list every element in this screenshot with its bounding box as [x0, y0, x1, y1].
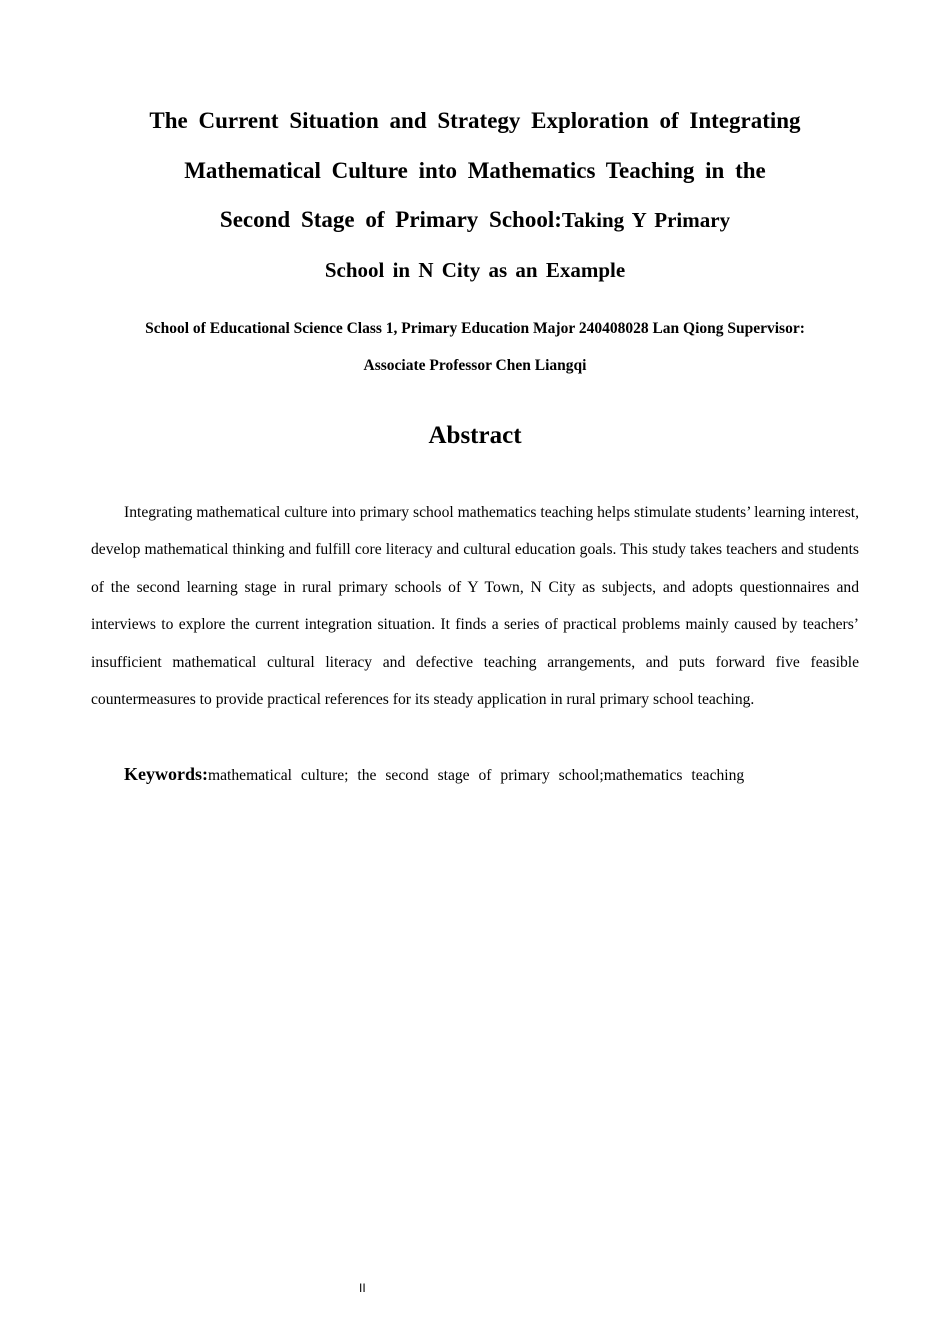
author-line-1: School of Educational Science Class 1, Primary Education Major 240408028 Lan Qiong Supervisor:: [145, 320, 805, 337]
keywords-text: mathematical culture; the second stage of primary school;mathematics teaching: [208, 767, 745, 784]
keywords-line: [124, 756, 744, 794]
keywords-label: Keywords:: [124, 764, 208, 784]
title-line-3: [90, 195, 860, 246]
title-line-1: The Current Situation and Strategy Exploration of Integrating: [149, 108, 801, 133]
abstract-body: Integrating mathematical culture into primary school mathematics teaching helps stimulate students’ learning interest, develop mathematical thinking and fulfill core literacy and cultural education goals. This study takes teachers and students of the second learning stage in rural primary schools of Y Town, N City as subjects, and adopts questionnaires and interviews to explore the current integration situation. It finds a series of practical problems mainly caused by teachers’ insufficient mathematical cultural literacy and defective teaching arrangements, and puts forward five feasible countermeasures to provide practical references for its steady application in rural primary school teaching.: [91, 504, 859, 709]
page-number: II: [359, 1281, 366, 1295]
title-line-3-main: Second Stage of Primary School:: [219, 207, 562, 233]
author-info: [90, 311, 860, 384]
abstract-heading: Abstract: [428, 422, 522, 449]
title-line-3-subtitle: Taking Y Primary: [561, 208, 731, 233]
title-line-2: Mathematical Culture into Mathematics Teaching in the: [184, 157, 766, 183]
title-line-4: School in N City as an Example: [324, 257, 626, 282]
author-line-2: Associate Professor Chen Liangqi: [363, 356, 587, 374]
paper-title: [90, 96, 860, 295]
